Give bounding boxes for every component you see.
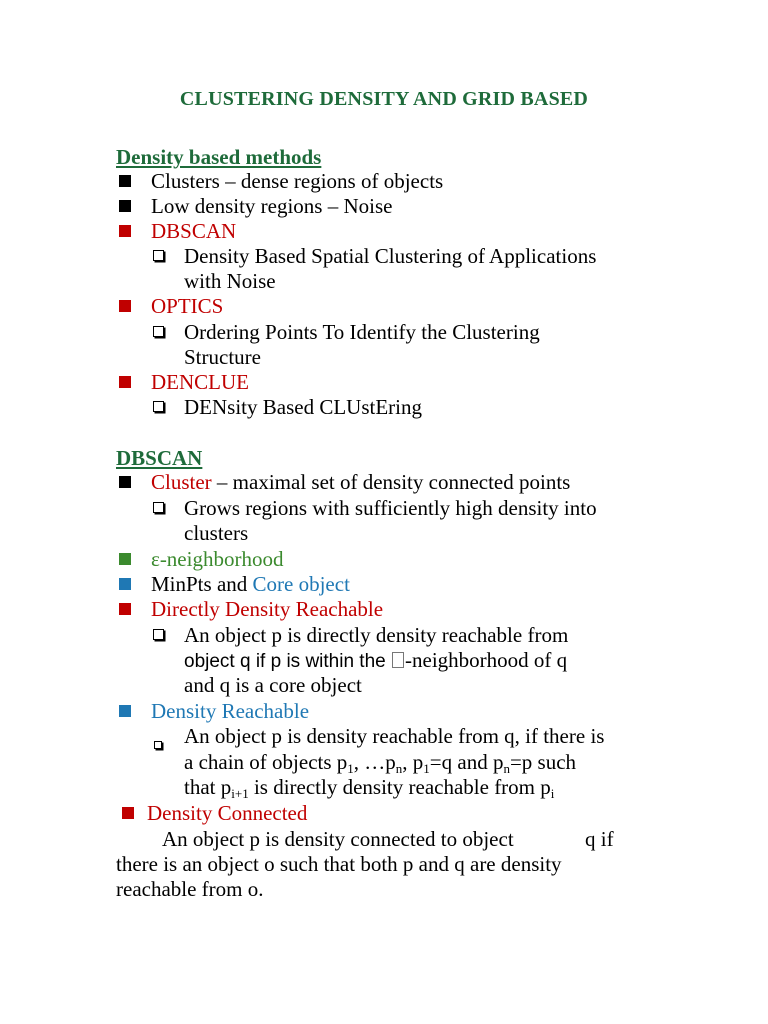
dr-text-part: a chain of objects p (184, 750, 348, 774)
checkbox-bullet-icon (153, 629, 164, 640)
subscript: n (503, 761, 510, 776)
list-item: and q is a core object (184, 673, 362, 697)
ddr-text-part: object q if p is within the (184, 651, 391, 672)
dr-text-part: =p such (509, 750, 577, 774)
square-bullet-icon (119, 553, 131, 565)
term-directly-density-reachable: Directly Density Reachable (151, 597, 384, 621)
dr-text-part: , …p (353, 750, 396, 774)
checkbox-bullet-icon (153, 326, 164, 337)
paragraph-line: An object p is density connected to object (162, 827, 514, 851)
term-density-reachable: Density Reachable (151, 699, 310, 723)
list-item: with Noise (184, 269, 276, 293)
square-bullet-icon (119, 705, 131, 717)
list-item: An object p is density reachable from q, if there is (184, 724, 605, 748)
checkbox-bullet-icon (153, 250, 164, 261)
term-eps-neighborhood: ε-neighborhood (151, 547, 284, 571)
list-item (184, 648, 567, 674)
list-item: Density Based Spatial Clustering of Applications (184, 244, 597, 268)
subscript: i+1 (231, 786, 249, 801)
method-label-denclue: DENCLUE (151, 370, 249, 394)
list-item: An object p is directly density reachable from (184, 623, 569, 647)
square-bullet-icon (119, 200, 131, 212)
term-cluster-definition: – maximal set of density connected points (211, 470, 571, 494)
paragraph-line: there is an object o such that both p and q are density (116, 852, 562, 876)
method-label-dbscan: DBSCAN (151, 219, 237, 243)
square-bullet-icon (119, 603, 131, 615)
list-item: Clusters – dense regions of objects (151, 169, 444, 193)
page-title: CLUSTERING DENSITY AND GRID BASED (179, 88, 589, 110)
square-bullet-icon (119, 175, 131, 187)
term-minpts: MinPts and (151, 572, 253, 596)
square-bullet-icon (119, 578, 131, 590)
paragraph-line: q if (585, 827, 614, 851)
square-bullet-icon (119, 476, 131, 488)
dr-text-part: is directly density reachable from p (248, 775, 551, 799)
term-density-connected: Density Connected (147, 801, 308, 825)
square-bullet-icon (119, 225, 131, 237)
square-bullet-icon (119, 376, 131, 388)
list-item: Structure (184, 345, 261, 369)
list-item: Grows regions with sufficiently high density into (184, 496, 597, 520)
dr-text-part: =q and p (429, 750, 504, 774)
list-item: Ordering Points To Identify the Clustering (184, 320, 540, 344)
checkbox-bullet-icon (153, 502, 164, 513)
checkbox-bullet-icon (154, 741, 162, 749)
ddr-text-part: -neighborhood of q (405, 648, 568, 672)
term-core-object: Core object (252, 572, 350, 596)
missing-glyph-box-icon (392, 652, 404, 668)
term-cluster: Cluster (151, 470, 212, 494)
subscript: n (395, 761, 403, 776)
list-item (151, 572, 350, 597)
list-item (184, 775, 554, 800)
square-bullet-icon (122, 807, 134, 819)
square-bullet-icon (119, 300, 131, 312)
dr-text-part: , p (402, 750, 424, 774)
list-item (151, 470, 570, 495)
subscript: i (550, 786, 555, 801)
section-heading-density-methods: Density based methods (116, 145, 322, 169)
list-item (184, 750, 576, 775)
section-heading-dbscan: DBSCAN (116, 446, 203, 470)
method-label-optics: OPTICS (151, 294, 224, 318)
list-item: clusters (184, 521, 249, 545)
checkbox-bullet-icon (153, 401, 164, 412)
subscript: 1 (347, 761, 354, 776)
list-item: DENsity Based CLUstEring (184, 395, 422, 419)
list-item: Low density regions – Noise (151, 194, 393, 218)
paragraph-line: reachable from o. (116, 877, 264, 901)
dr-text-part: that p (184, 775, 232, 799)
subscript: 1 (423, 761, 430, 776)
